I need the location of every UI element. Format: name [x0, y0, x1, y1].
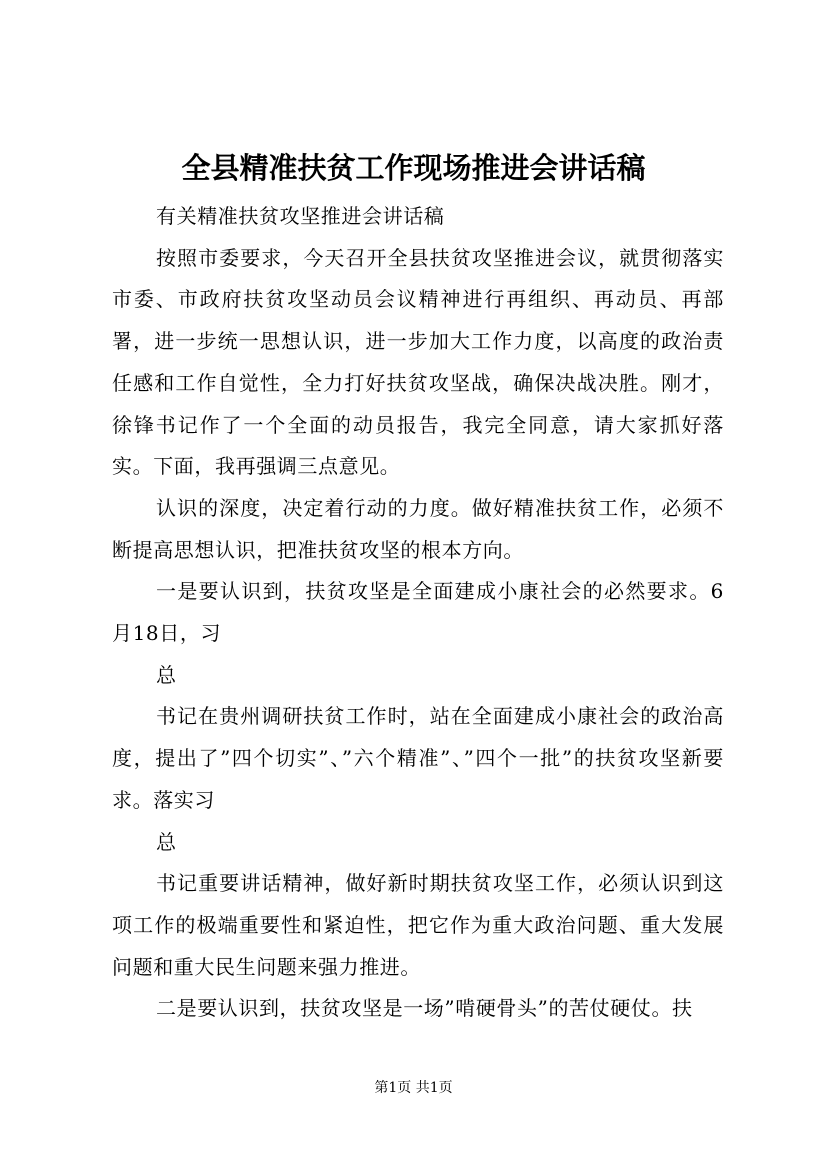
paragraph: 二是要认识到，扶贫攻坚是一场”啃硬骨头”的苦仗硬仗。扶 — [156, 996, 693, 1021]
document-title: 全县精准扶贫工作现场推进会讲话稿 — [181, 151, 646, 185]
paragraph: 有关精准扶贫攻坚推进会讲话稿 — [156, 204, 445, 228]
paragraph: 书记重要讲话精神，做好新时期扶贫攻坚工作，必须认识到这项工作的极端重要性和紧迫性，把它作为重大政治问题、重大发展问题和重大民生问题来强力推进。 — [112, 871, 724, 979]
document-body — [112, 196, 724, 1030]
paragraph: 一是要认识到，扶贫攻坚是全面建成小康社会的必然要求。6月18日，习 — [112, 579, 724, 646]
paragraph: 按照市委要求，今天召开全县扶贫攻坚推进会议，就贯彻落实市委、市政府扶贫攻坚动员会议精神进行再组织、再动员、再部署，进一步统一思想认识，进一步加大工作力度，以高度的政治责任感和工作自觉性，全力打好扶贫攻坚战，确保决战决胜。刚才，徐锋书记作了一个全面的动员报告，我完全同意，请大家抓好落实。下面，我再强调三点意见。 — [112, 245, 724, 479]
paragraph: 总 — [156, 662, 177, 687]
paragraph: 总 — [156, 829, 177, 854]
page-footer: 第1页 共1页 — [374, 1080, 453, 1096]
paragraph: 书记在贵州调研扶贫工作时，站在全面建成小康社会的政治高度，提出了”四个切实”、”六个精准”、”四个一批”的扶贫攻坚新要求。落实习 — [112, 704, 724, 812]
paragraph: 认识的深度，决定着行动的力度。做好精准扶贫工作，必须不断提高思想认识，把准扶贫攻坚的根本方向。 — [112, 495, 724, 562]
